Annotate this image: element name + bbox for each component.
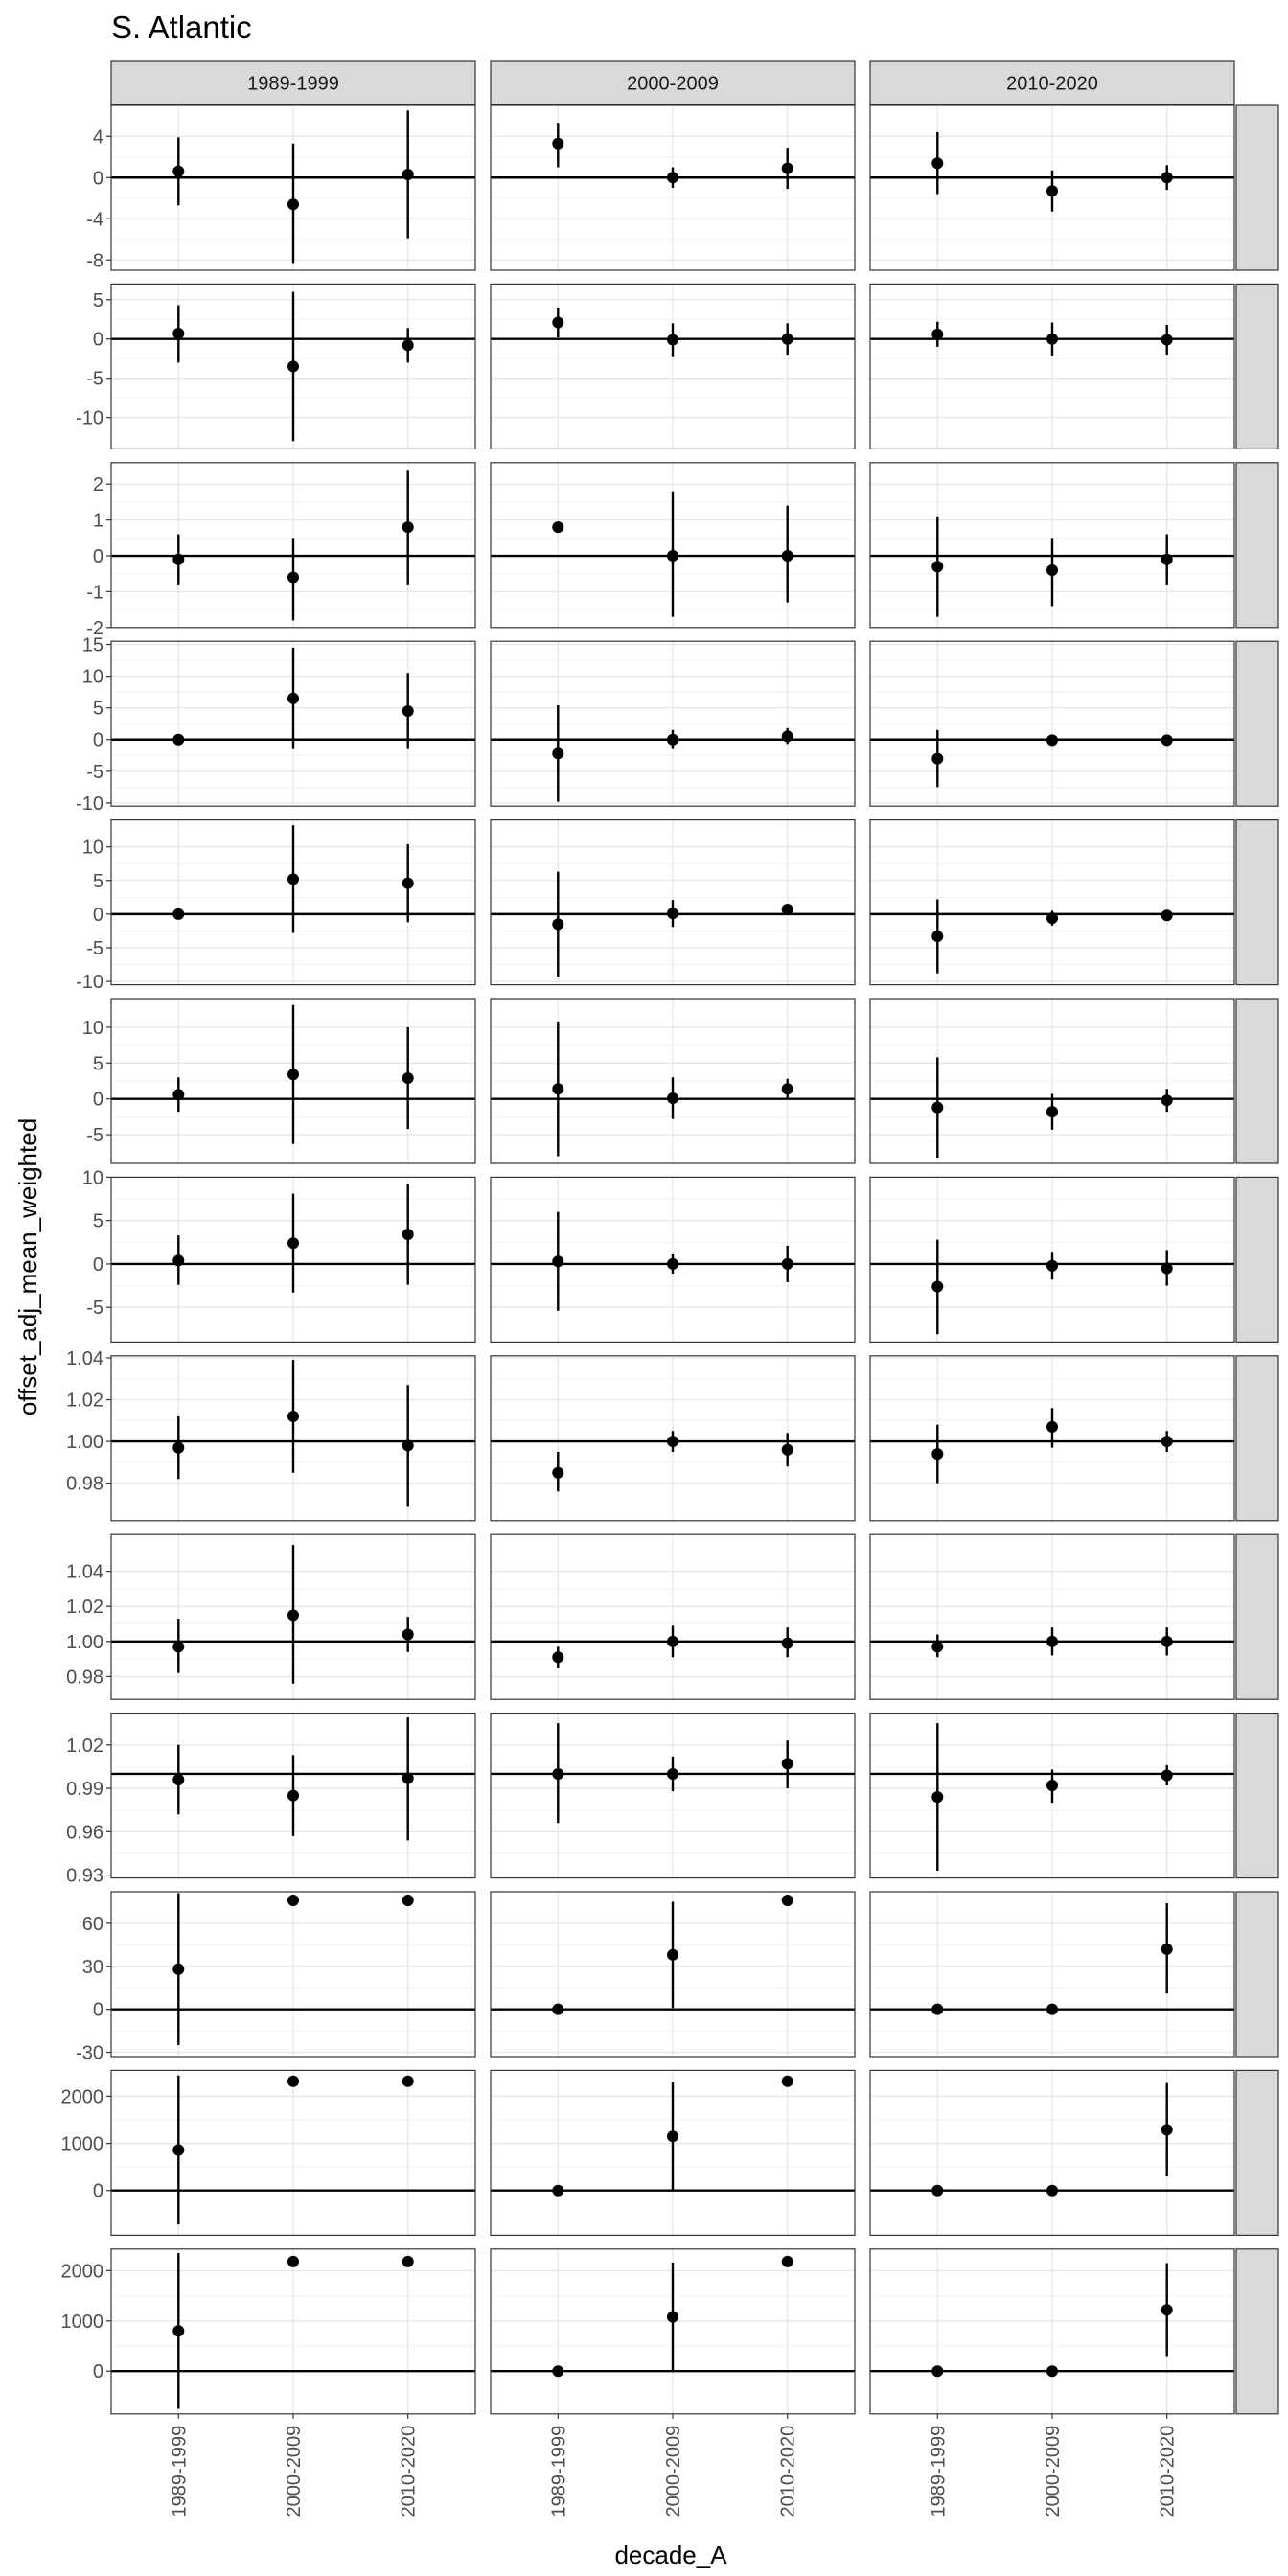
y-tick-label: 0.98	[66, 1667, 104, 1689]
facet-row	[76, 820, 1278, 993]
x-axis	[548, 2414, 798, 2518]
y-tick-label: -2	[86, 617, 104, 639]
data-point	[782, 334, 794, 345]
row-strip-background	[1236, 284, 1278, 448]
column-strip-label: 1989-1999	[247, 73, 339, 95]
facet-panel	[111, 820, 475, 985]
y-tick-label: 0	[92, 1089, 104, 1111]
data-point	[552, 918, 564, 930]
facet-row	[82, 1165, 1278, 1354]
data-point	[667, 1949, 678, 1961]
y-tick-label: 1.04	[66, 1561, 104, 1583]
data-point	[552, 1768, 564, 1780]
row-strip-background	[1236, 105, 1278, 270]
row-strip-background	[1236, 1534, 1278, 1699]
facet-panel	[111, 1356, 475, 1521]
row-strip	[1236, 2070, 1278, 2235]
data-point	[667, 1768, 678, 1780]
facet-row	[86, 105, 1278, 271]
data-point	[1046, 1260, 1058, 1272]
data-point	[552, 2365, 564, 2377]
data-point	[782, 730, 794, 742]
facet-panel	[870, 2070, 1234, 2235]
row-strip-background	[1236, 999, 1278, 1163]
row-strip-background	[1236, 1177, 1278, 1342]
x-axis	[928, 2414, 1178, 2518]
x-tick-label: 2010-2020	[398, 2425, 420, 2518]
y-tick-label: 10	[81, 837, 104, 859]
y-tick-label: 1.02	[66, 1597, 104, 1619]
data-point	[1046, 912, 1058, 924]
data-point	[1162, 172, 1173, 183]
data-point	[402, 339, 414, 351]
row-strip	[1236, 999, 1278, 1163]
facet-row	[66, 1534, 1278, 1699]
x-tick-label: 1989-1999	[548, 2425, 570, 2518]
facet-panel	[111, 1892, 475, 2057]
y-tick-label: -10	[76, 793, 104, 815]
y-tick-label: 0	[92, 729, 104, 751]
data-point	[1046, 734, 1058, 746]
data-point	[172, 1442, 184, 1454]
facet-row	[76, 284, 1278, 448]
facet-panel	[491, 105, 855, 270]
data-point	[288, 1237, 299, 1249]
data-point	[402, 1895, 414, 1906]
data-point	[1162, 1636, 1173, 1647]
y-axis-title: offset_adj_mean_weighted	[13, 1117, 42, 1416]
y-tick-label: 1.02	[66, 1735, 104, 1757]
data-point	[1162, 1769, 1173, 1781]
data-point	[1162, 554, 1173, 565]
facet-panel	[870, 1356, 1234, 1521]
facet-row	[66, 1348, 1278, 1521]
facet-row	[76, 635, 1278, 815]
data-point	[402, 1439, 414, 1451]
row-strip-background	[1236, 641, 1278, 806]
data-point	[667, 550, 678, 562]
y-tick-label: 0	[92, 904, 104, 926]
y-tick-label: -5	[86, 761, 104, 783]
data-point	[667, 1636, 678, 1647]
facet-panel	[111, 463, 475, 628]
x-tick-label: 2000-2009	[284, 2425, 305, 2518]
facet-panel	[870, 463, 1234, 628]
facet-panel	[111, 105, 475, 270]
data-point	[667, 2130, 678, 2142]
y-tick-label: 0	[92, 1999, 104, 2021]
facet-panel	[870, 284, 1234, 448]
row-strip	[1236, 1892, 1278, 2057]
row-strip	[1236, 1165, 1278, 1354]
facet-panel	[491, 1892, 855, 2057]
facet-panel	[111, 2249, 475, 2414]
facet-panel	[491, 2249, 855, 2414]
y-tick-label: 0	[92, 2180, 104, 2202]
data-point	[402, 705, 414, 717]
data-point	[552, 1467, 564, 1479]
data-point	[552, 748, 564, 759]
data-point	[1162, 1094, 1173, 1106]
y-tick-label: -5	[86, 368, 104, 390]
row-strip-background	[1236, 820, 1278, 985]
data-point	[172, 166, 184, 177]
y-tick-label: 10	[81, 1167, 104, 1189]
facet-row	[61, 2249, 1279, 2414]
data-point	[552, 2185, 564, 2196]
data-point	[288, 571, 299, 583]
data-point	[288, 873, 299, 885]
data-point	[402, 1229, 414, 1240]
data-point	[1162, 734, 1173, 746]
data-point	[782, 1083, 794, 1094]
data-point	[1046, 2365, 1058, 2377]
data-point	[552, 138, 564, 150]
data-point	[172, 1774, 184, 1785]
data-point	[782, 1258, 794, 1270]
y-tick-label: -30	[76, 2042, 104, 2064]
row-strip	[1236, 1714, 1278, 1878]
row-strip	[1236, 463, 1278, 628]
facet-row	[82, 999, 1278, 1163]
y-tick-label: -10	[76, 972, 104, 994]
data-point	[782, 904, 794, 915]
data-point	[667, 1258, 678, 1270]
data-point	[172, 1964, 184, 1975]
facet-panel	[870, 1892, 1234, 2057]
y-tick-label: 5	[92, 289, 104, 311]
facet-panel	[111, 284, 475, 448]
column-strip	[870, 61, 1234, 104]
data-point	[402, 1628, 414, 1640]
data-point	[1046, 2185, 1058, 2196]
row-strip	[1236, 1356, 1278, 1521]
data-point	[667, 734, 678, 746]
facet-panel	[870, 1177, 1234, 1342]
data-point	[402, 1772, 414, 1783]
column-strip	[491, 61, 855, 104]
y-tick-label: -8	[86, 250, 104, 272]
y-tick-label: -5	[86, 937, 104, 959]
data-point	[667, 1092, 678, 1104]
data-point	[782, 2256, 794, 2267]
data-point	[402, 169, 414, 180]
facet-panel	[491, 820, 855, 985]
data-point	[552, 1651, 564, 1663]
data-point	[1162, 1262, 1173, 1274]
data-point	[402, 2256, 414, 2267]
y-tick-label: 60	[81, 1913, 104, 1935]
data-point	[1162, 909, 1173, 921]
data-point	[782, 1444, 794, 1456]
y-tick-label: 0	[92, 2361, 104, 2383]
y-tick-label: 4	[92, 126, 104, 149]
x-tick-label: 1989-1999	[169, 2425, 191, 2518]
facet-panel	[491, 463, 855, 628]
column-strip-label: 2010-2020	[1006, 73, 1098, 95]
data-point	[1046, 334, 1058, 345]
data-point	[552, 1083, 564, 1094]
data-point	[932, 931, 943, 942]
data-point	[1162, 2124, 1173, 2135]
facet-panel	[111, 2070, 475, 2235]
facet-panel	[491, 1356, 855, 1521]
data-point	[552, 1255, 564, 1267]
data-point	[288, 198, 299, 210]
x-axis-title: decade_A	[614, 2541, 727, 2569]
chart-title: S. Atlantic	[111, 10, 252, 45]
y-tick-label: 0	[92, 1254, 104, 1276]
facet-panel	[491, 1177, 855, 1342]
data-point	[782, 1895, 794, 1906]
x-tick-label: 2000-2009	[1043, 2425, 1064, 2518]
data-point	[932, 1102, 943, 1114]
row-strip	[1236, 820, 1278, 985]
facet-panel	[111, 1177, 475, 1342]
data-point	[932, 1448, 943, 1460]
facet-row	[76, 1892, 1278, 2064]
y-tick-label: 2	[92, 474, 104, 496]
y-tick-label: 1.04	[66, 1347, 104, 1369]
data-point	[1162, 334, 1173, 346]
data-point	[1046, 2004, 1058, 2015]
facet-panel	[870, 999, 1234, 1163]
data-point	[288, 693, 299, 704]
data-point	[667, 2312, 678, 2323]
data-point	[1046, 1636, 1058, 1647]
row-strip-background	[1236, 463, 1278, 628]
data-point	[932, 2185, 943, 2196]
row-strip-background	[1236, 1356, 1278, 1521]
facet-panel	[870, 1534, 1234, 1699]
data-point	[172, 554, 184, 565]
data-point	[932, 1641, 943, 1652]
row-strip	[1236, 284, 1278, 448]
y-tick-label: 0.98	[66, 1473, 104, 1495]
data-point	[782, 550, 794, 562]
data-point	[552, 317, 564, 329]
facet-row	[86, 463, 1278, 639]
facet-panel	[491, 1714, 855, 1878]
column-strip	[111, 61, 475, 104]
data-point	[667, 908, 678, 919]
data-point	[288, 2256, 299, 2267]
y-tick-label: 15	[81, 634, 104, 656]
y-tick-label: 0.99	[66, 1779, 104, 1801]
data-point	[782, 163, 794, 174]
data-point	[288, 1609, 299, 1621]
data-point	[288, 1895, 299, 1906]
data-point	[172, 328, 184, 339]
row-strip	[1236, 641, 1278, 806]
y-tick-label: 5	[92, 698, 104, 720]
y-tick-label: -5	[86, 1125, 104, 1147]
y-tick-label: 0.96	[66, 1822, 104, 1844]
y-tick-label: 1	[92, 510, 104, 532]
y-tick-label: -10	[76, 407, 104, 429]
data-point	[172, 2325, 184, 2336]
data-point	[288, 1411, 299, 1422]
data-point	[552, 2004, 564, 2015]
facet-row	[66, 1714, 1278, 1887]
row-strip	[1236, 2249, 1278, 2414]
data-point	[1046, 185, 1058, 196]
facet-panel	[111, 641, 475, 806]
y-tick-label: 5	[92, 1210, 104, 1232]
y-tick-label: -5	[86, 1298, 104, 1320]
facet-panel	[111, 1714, 475, 1878]
x-axis	[169, 2414, 419, 2518]
data-point	[172, 908, 184, 920]
y-tick-label: 1000	[60, 2311, 104, 2333]
data-point	[1162, 1436, 1173, 1447]
x-tick-label: 2000-2009	[663, 2425, 684, 2518]
facet-panel	[111, 999, 475, 1163]
data-point	[932, 2004, 943, 2015]
y-tick-label: 30	[81, 1956, 104, 1978]
y-tick-label: 2000	[60, 2086, 104, 2108]
data-point	[288, 2076, 299, 2087]
facet-panel	[491, 284, 855, 448]
facet-panel	[491, 999, 855, 1163]
data-point	[172, 1254, 184, 1266]
row-strip-background	[1236, 1714, 1278, 1878]
y-tick-label: 5	[92, 1053, 104, 1075]
x-tick-label: 2010-2020	[1157, 2425, 1179, 2518]
y-tick-label: 0.93	[66, 1865, 104, 1887]
facet-row	[61, 2070, 1279, 2235]
y-tick-label: -1	[86, 582, 104, 604]
data-point	[782, 1638, 794, 1649]
data-point	[402, 2076, 414, 2087]
y-tick-label: 1000	[60, 2133, 104, 2155]
data-point	[932, 1791, 943, 1803]
data-point	[932, 329, 943, 340]
y-tick-label: 5	[92, 870, 104, 892]
facet-panel	[870, 1714, 1234, 1878]
y-tick-label: 1.00	[66, 1631, 104, 1653]
data-point	[667, 172, 678, 183]
data-point	[782, 2076, 794, 2087]
data-point	[288, 1790, 299, 1802]
facet-panel	[111, 1534, 475, 1699]
plot-area	[61, 61, 1279, 2517]
facet-panel	[870, 2249, 1234, 2414]
data-point	[932, 2365, 943, 2377]
column-strip-label: 2000-2009	[627, 73, 719, 95]
y-tick-label: 2000	[60, 2261, 104, 2283]
data-point	[402, 1072, 414, 1084]
facet-panel	[491, 1534, 855, 1699]
facet-panel	[870, 641, 1234, 806]
data-point	[172, 1641, 184, 1652]
data-point	[552, 521, 564, 533]
data-point	[1162, 1944, 1173, 1955]
data-point	[402, 521, 414, 533]
facet-panel	[870, 105, 1234, 270]
data-point	[1046, 1106, 1058, 1117]
y-tick-label: -4	[86, 209, 104, 231]
data-point	[782, 1758, 794, 1769]
row-strip	[1236, 1534, 1278, 1699]
y-tick-label: 10	[81, 1017, 104, 1039]
row-strip	[1236, 105, 1278, 270]
data-point	[932, 753, 943, 765]
y-tick-label: 1.02	[66, 1390, 104, 1412]
y-tick-label: 0	[92, 329, 104, 351]
data-point	[667, 1436, 678, 1447]
data-point	[172, 1089, 184, 1100]
data-point	[932, 561, 943, 572]
y-tick-label: 0	[92, 546, 104, 568]
x-tick-label: 1989-1999	[928, 2425, 950, 2518]
data-point	[172, 734, 184, 746]
data-point	[1046, 564, 1058, 576]
y-tick-label: 0	[92, 168, 104, 190]
data-point	[667, 334, 678, 346]
facet-panel	[491, 641, 855, 806]
y-tick-label: 1.00	[66, 1432, 104, 1454]
data-point	[1046, 1421, 1058, 1433]
data-point	[172, 2144, 184, 2155]
x-tick-label: 2010-2020	[777, 2425, 799, 2518]
data-point	[932, 1280, 943, 1292]
data-point	[288, 1069, 299, 1080]
data-point	[1046, 1780, 1058, 1791]
row-strip-background	[1236, 2070, 1278, 2235]
row-strip-background	[1236, 2249, 1278, 2414]
data-point	[402, 878, 414, 889]
data-point	[288, 360, 299, 372]
facet-panel	[491, 2070, 855, 2235]
facet-panel	[870, 820, 1234, 985]
data-point	[1162, 2304, 1173, 2315]
y-tick-label: 10	[81, 666, 104, 688]
data-point	[932, 157, 943, 169]
row-strip-background	[1236, 1892, 1278, 2057]
